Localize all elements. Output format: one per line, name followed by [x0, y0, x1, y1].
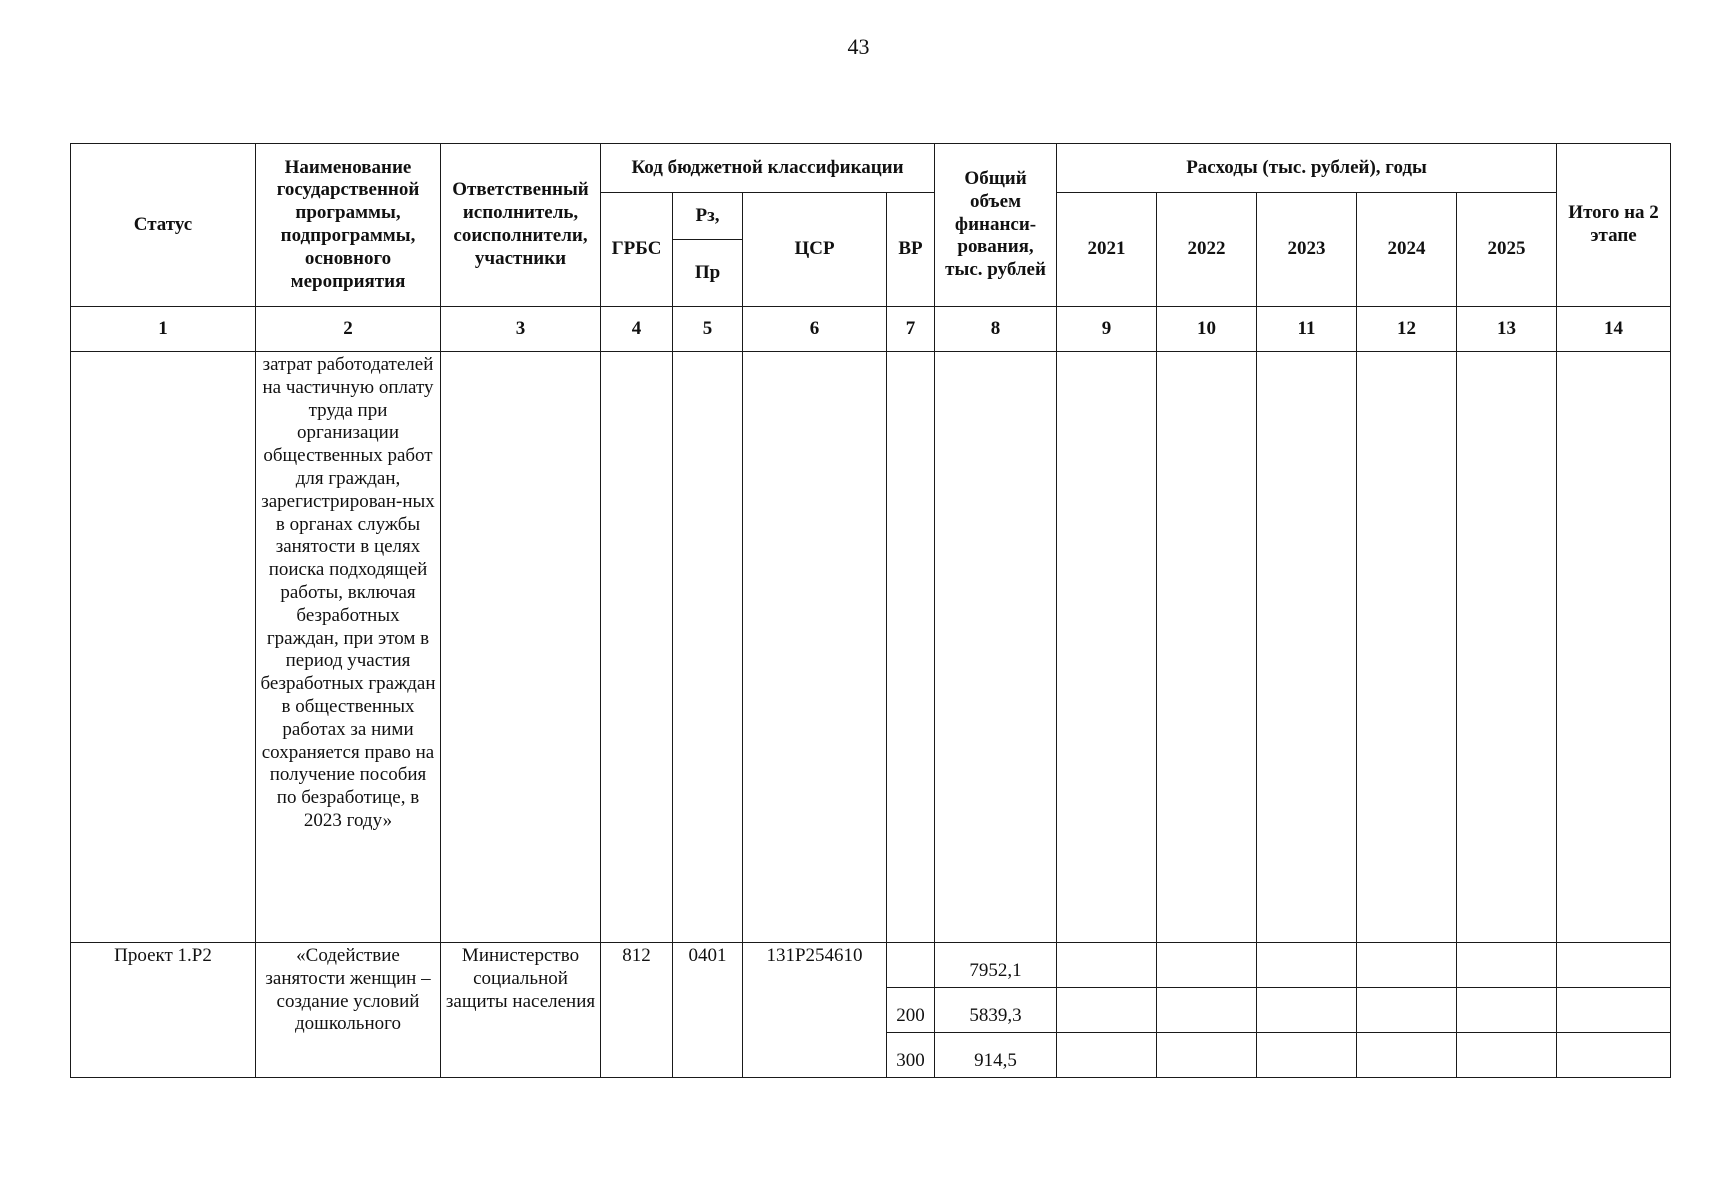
- empty-cell: [935, 352, 1057, 943]
- empty-cell: [601, 352, 673, 943]
- project-name: «Содействие занятости женщин – создание условий дошкольного: [256, 943, 441, 1078]
- column-number: 3: [441, 307, 601, 352]
- header-total-volume: Общий объем финанси-рования, тыс. рублей: [935, 144, 1057, 307]
- empty-cell: [1257, 352, 1357, 943]
- empty-cell: [1357, 988, 1457, 1033]
- header-grbs: ГРБС: [601, 193, 673, 307]
- continuation-row: [71, 352, 1671, 943]
- empty-cell: [1057, 988, 1157, 1033]
- empty-cell: [441, 352, 601, 943]
- empty-cell: [1557, 1033, 1671, 1078]
- project-total: 7952,1: [935, 943, 1057, 988]
- header-name: Наименование государственной программы, подпрограммы, основного мероприятия: [256, 144, 441, 307]
- column-number: 7: [887, 307, 935, 352]
- column-number: 14: [1557, 307, 1671, 352]
- budget-table: [70, 143, 1671, 1078]
- project-vr: 300: [887, 1033, 935, 1078]
- column-number: 4: [601, 307, 673, 352]
- header-year-2023: 2023: [1257, 193, 1357, 307]
- column-number: 13: [1457, 307, 1557, 352]
- column-number: 6: [743, 307, 887, 352]
- project-status: Проект 1.Р2: [71, 943, 256, 1078]
- column-number: 5: [673, 307, 743, 352]
- empty-cell: [1557, 988, 1671, 1033]
- column-number: 1: [71, 307, 256, 352]
- empty-cell: [1257, 943, 1357, 988]
- header-budget-code: Код бюджетной классификации: [601, 144, 935, 193]
- empty-cell: [1157, 988, 1257, 1033]
- project-rzpr: 0401: [673, 943, 743, 1078]
- header-vr: ВР: [887, 193, 935, 307]
- empty-cell: [1557, 352, 1671, 943]
- project-csr: 131Р254610: [743, 943, 887, 1078]
- empty-cell: [1357, 943, 1457, 988]
- header-year-2025: 2025: [1457, 193, 1557, 307]
- column-number: 2: [256, 307, 441, 352]
- column-number-row: [71, 307, 1671, 352]
- project-grbs: 812: [601, 943, 673, 1078]
- header-csr: ЦСР: [743, 193, 887, 307]
- empty-cell: [1257, 988, 1357, 1033]
- empty-cell: [1057, 1033, 1157, 1078]
- header-expenses: Расходы (тыс. рублей), годы: [1057, 144, 1557, 193]
- empty-cell: [1157, 943, 1257, 988]
- header-year-2024: 2024: [1357, 193, 1457, 307]
- header-stage-total: Итого на 2 этапе: [1557, 144, 1671, 307]
- column-number: 9: [1057, 307, 1157, 352]
- empty-cell: [1057, 352, 1157, 943]
- empty-cell: [1457, 1033, 1557, 1078]
- project-vr: [887, 943, 935, 988]
- empty-cell: [1057, 943, 1157, 988]
- header-year-2021: 2021: [1057, 193, 1157, 307]
- project-vr: 200: [887, 988, 935, 1033]
- column-number: 8: [935, 307, 1057, 352]
- page-number: 43: [847, 34, 870, 59]
- header-row-1: [71, 144, 1671, 193]
- header-status: Статус: [71, 144, 256, 307]
- column-number: 12: [1357, 307, 1457, 352]
- empty-cell: [673, 352, 743, 943]
- project-total: 914,5: [935, 1033, 1057, 1078]
- header-executor: Ответственный исполнитель, соисполнители, участники: [441, 144, 601, 307]
- empty-cell: [1557, 943, 1671, 988]
- continuation-name: затрат работодателей на частичную оплату труда при организации общественных работ для граждан, зарегистрирован-ных в органах службы занятости в целях поиска подходящей работы, включая безработных граждан, при этом в период участия безработных граждан в общественных работах за ними сохраняется право на получение пособия по безработице, в 2023 году»: [256, 352, 441, 943]
- project-executor: Министерство социальной защиты населения: [441, 943, 601, 1078]
- empty-cell: [887, 352, 935, 943]
- empty-cell: [1357, 1033, 1457, 1078]
- header-year-2022: 2022: [1157, 193, 1257, 307]
- empty-cell: [1257, 1033, 1357, 1078]
- column-number: 10: [1157, 307, 1257, 352]
- header-pr: Пр: [673, 240, 743, 307]
- empty-cell: [1457, 943, 1557, 988]
- project-total: 5839,3: [935, 988, 1057, 1033]
- empty-cell: [1457, 352, 1557, 943]
- empty-cell: [1157, 1033, 1257, 1078]
- empty-cell: [1357, 352, 1457, 943]
- empty-cell: [71, 352, 256, 943]
- column-number: 11: [1257, 307, 1357, 352]
- header-rz: Рз,: [673, 193, 743, 240]
- empty-cell: [1157, 352, 1257, 943]
- empty-cell: [743, 352, 887, 943]
- empty-cell: [1457, 988, 1557, 1033]
- project-row: [71, 943, 1671, 988]
